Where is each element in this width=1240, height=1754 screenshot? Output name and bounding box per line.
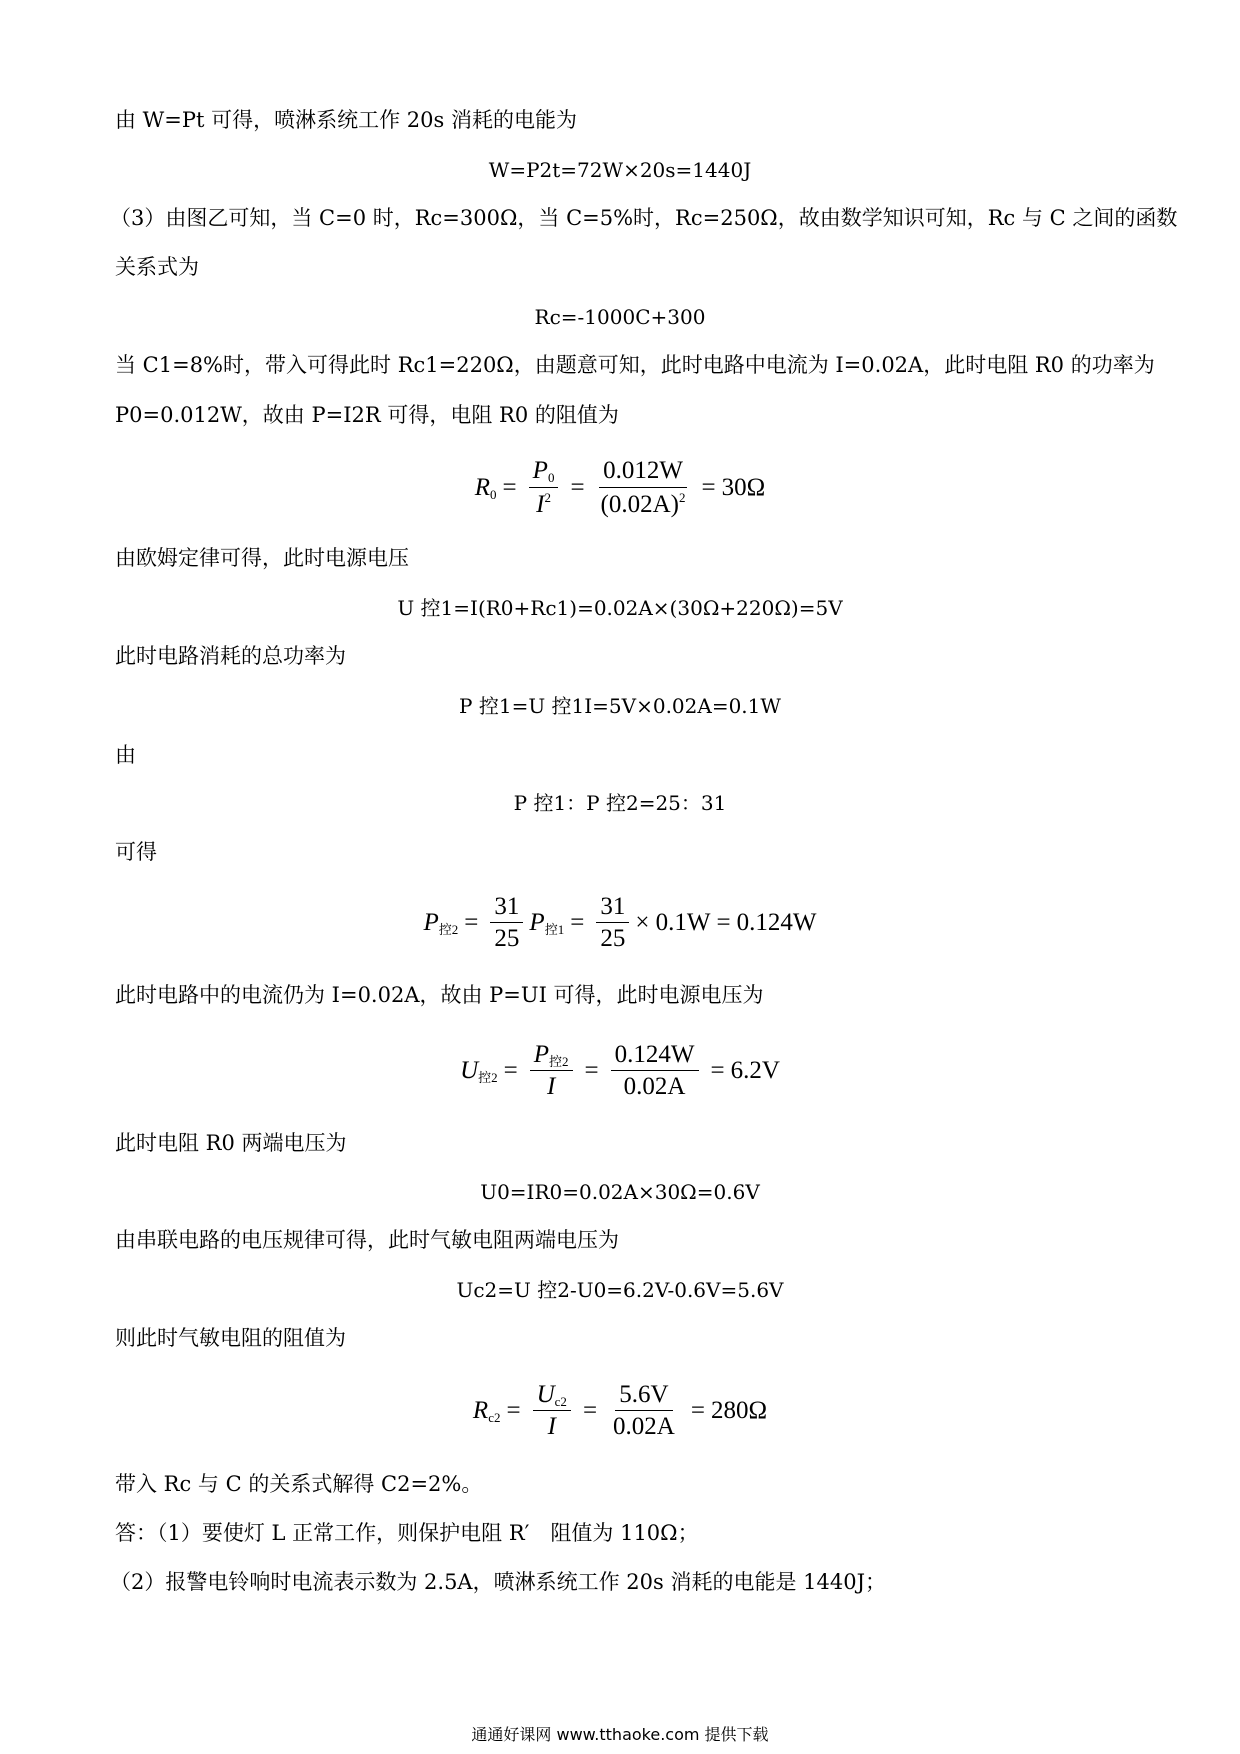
text-line-12: 由 [115, 743, 136, 767]
equation-r0: $R_0$ = $\frac{P_0}{I^2}$ = $\frac{0.012W}{(0.02A)^2}$ = 30Ω [474, 457, 766, 518]
eq-p2-frac1: $\frac{31}{25}$ [490, 894, 523, 953]
answer-line-2: （2）报警电铃响时电流表示数为 2.5A，喷淋系统工作 20s 消耗的电能是 1440J； [110, 1570, 886, 1594]
equation-u2: $U_{控2}$ = $\frac{P_{控2}}{I}$ = $\frac{0.124W}{0.02A}$ = 6.2V [460, 1040, 780, 1101]
text-line-15: 此时电路中的电流仍为 I=0.02A，故由 P=UI 可得，此时电源电压为 [115, 983, 764, 1007]
text-line-4: 关系式为 [115, 255, 199, 279]
equation-p2: $P_{控2}$ = $\frac{31}{25}$ $P_{控1}$ = $\frac{31}{25}$ × 0.1W = 0.124W [423, 892, 817, 952]
equation-rc2: $R_{c2}$ = $\frac{U_{c2}}{I}$ = $\frac{5.6V}{0.02A}$ = 280Ω [472, 1380, 768, 1441]
formula-ratio: P 控1：P 控2=25：31 [513, 791, 727, 815]
eq-p2-result: 0.124W [736, 909, 817, 936]
text-line-8: 由欧姆定律可得，此时电源电压 [115, 546, 409, 570]
answer-line-1: 答：（1）要使灯 L 正常工作，则保护电阻 R′ 阻值为 110Ω； [115, 1521, 699, 1545]
text-line-14: 可得 [115, 840, 157, 864]
eq-r0-lhs: $R_0$ [474, 473, 497, 502]
text-line-3: （3）由图乙可知，当 C=0 时，Rc=300Ω，当 C=5%时，Rc=250Ω，故由数学知识可知，Rc 与 C 之间的函数 [110, 206, 1178, 230]
text-line-16: 此时电阻 R0 两端电压为 [115, 1131, 347, 1155]
eq-u2-frac1: $\frac{P_{控2}}{I}$ [530, 1042, 573, 1101]
text-line-21: 带入 Rc 与 C 的关系式解得 C2=2%。 [115, 1472, 483, 1496]
formula-u1: U 控1=I(R0+Rc1)=0.02A×(30Ω+220Ω)=5V [397, 596, 843, 620]
eq-r0-result: 30Ω [721, 474, 766, 501]
text-line-6: 当 C1=8%时，带入可得此时 Rc1=220Ω，由题意可知，此时电路中电流为 I=0.02A，此时电阻 R0 的功率为 [115, 353, 1155, 377]
eq-p2-lhs: $P_{控2}$ [423, 908, 459, 937]
eq-u2-lhs: $U_{控2}$ [460, 1056, 498, 1085]
eq-p2-frac2: $\frac{31}{25}$ [596, 894, 629, 953]
formula-u0: U0=IR0=0.02A×30Ω=0.6V [480, 1180, 760, 1204]
eq-rc2-lhs: $R_{c2}$ [472, 1396, 501, 1425]
eq-rc2-frac2: $\frac{5.6V}{0.02A}$ [613, 1380, 675, 1440]
eq-rc2-result: 280Ω [710, 1397, 768, 1424]
text-line-18: 由串联电路的电压规律可得，此时气敏电阻两端电压为 [115, 1228, 619, 1252]
formula-work: W=P2t=72W×20s=1440J [488, 158, 752, 182]
formula-p1: P 控1=U 控1I=5V×0.02A=0.1W [459, 694, 781, 718]
text-line-20: 则此时气敏电阻的阻值为 [115, 1326, 346, 1350]
text-line-1: 由 W=Pt 可得，喷淋系统工作 20s 消耗的电能为 [115, 108, 577, 132]
eq-u2-result: 6.2V [730, 1057, 780, 1084]
formula-rc: Rc=-1000C+300 [534, 305, 706, 329]
eq-r0-frac1: $\frac{P_0}{I^2}$ [529, 458, 559, 518]
eq-rc2-frac1: $\frac{U_{c2}}{I}$ [533, 1382, 571, 1441]
eq-u2-frac2: $\frac{0.124W}{0.02A}$ [611, 1042, 699, 1101]
eq-r0-frac2: $\frac{0.012W}{(0.02A)^2}$ [600, 457, 686, 518]
formula-uc2: Uc2=U 控2-U0=6.2V-0.6V=5.6V [456, 1278, 784, 1302]
text-line-10: 此时电路消耗的总功率为 [115, 644, 346, 668]
eq-p2-mid: $P_{控1}$ [529, 908, 565, 937]
eq-p2-tail: × 0.1W [635, 909, 711, 936]
footer-source: 通通好课网 www.tthaoke.com 提供下载 [471, 1725, 769, 1744]
text-line-7: P0=0.012W，故由 P=I2R 可得，电阻 R0 的阻值为 [115, 403, 619, 427]
